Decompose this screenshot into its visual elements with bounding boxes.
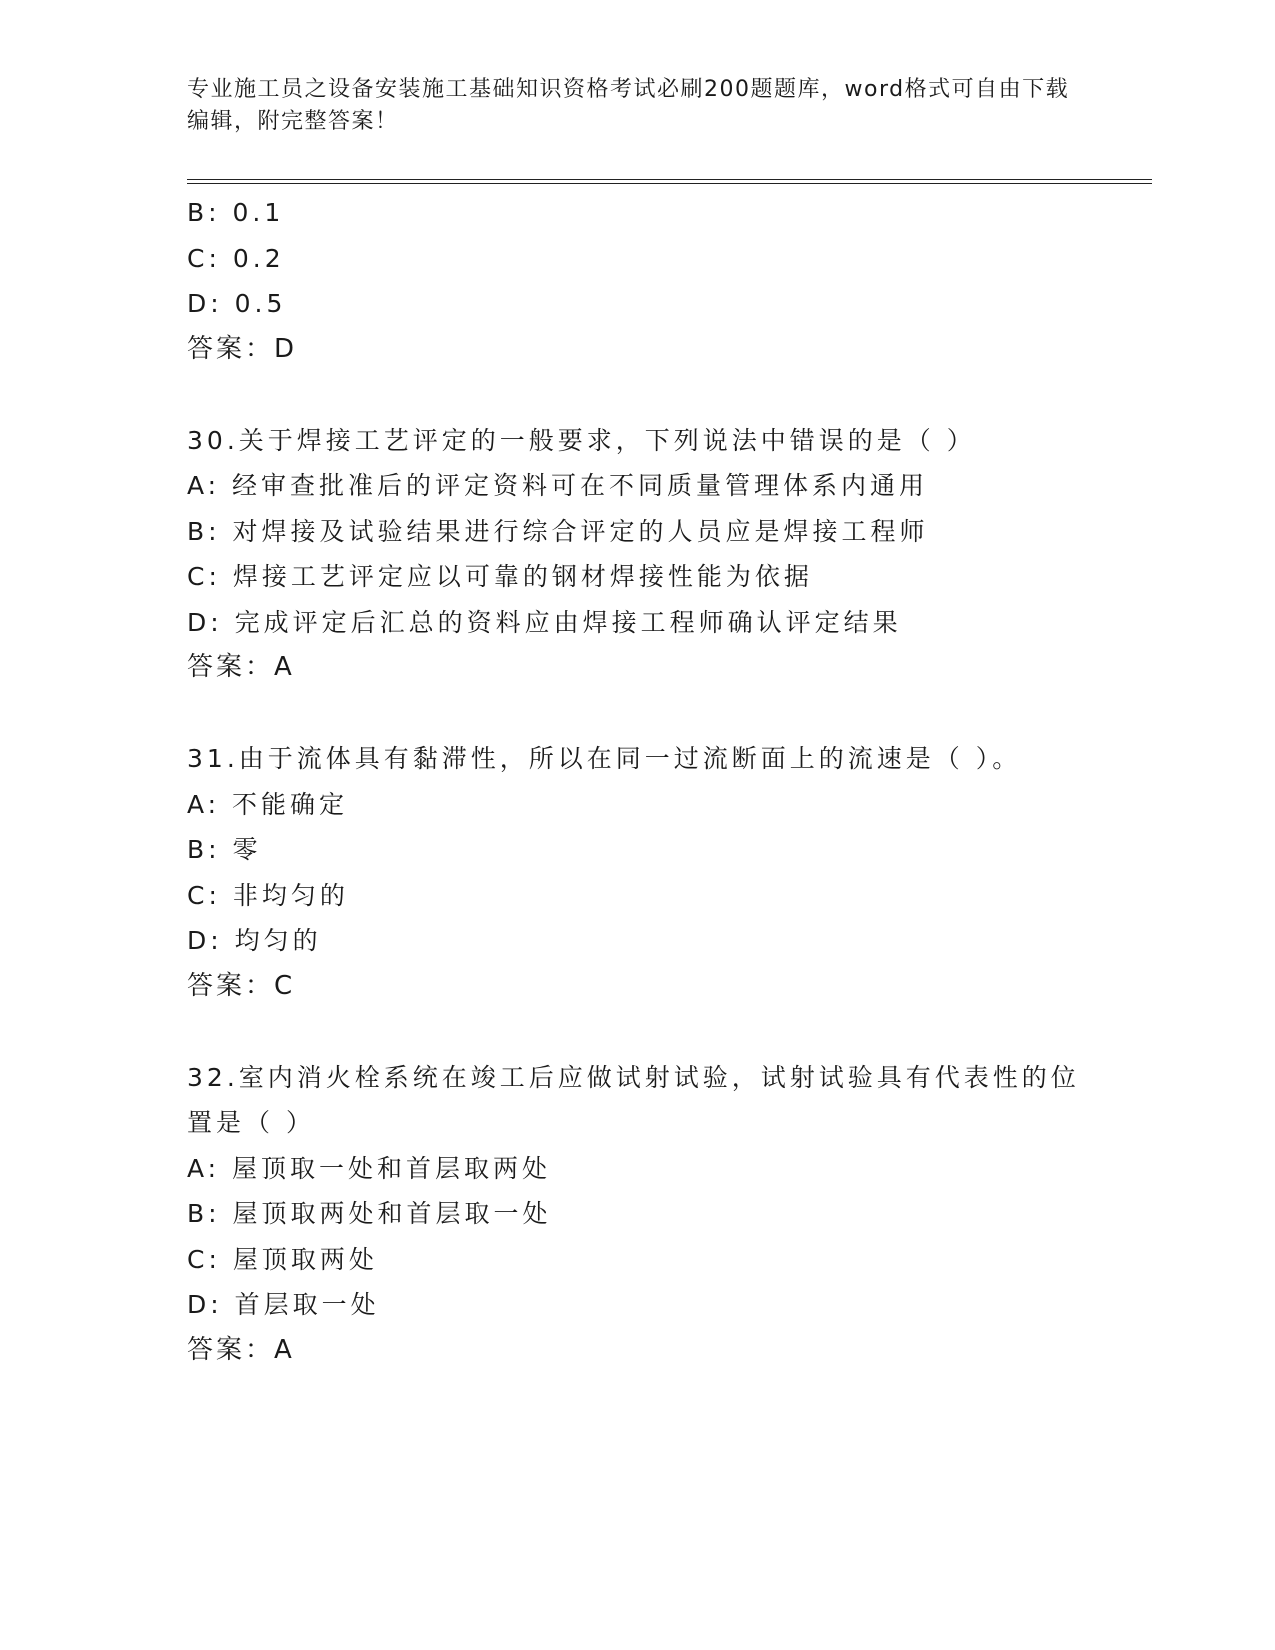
option-c: C: 0.2 [187, 243, 285, 273]
option-a: A: 经审查批准后的评定资料可在不同质量管理体系内通用 [187, 471, 929, 500]
question-block-31 [187, 736, 1087, 1009]
option-d: D: 首层取一处 [187, 1290, 380, 1319]
question-spacer [187, 1009, 1087, 1055]
question-stem: 31.由于流体具有黏滞性，所以在同一过流断面上的流速是（ ）。 [187, 744, 1022, 773]
option-d: D: 0.5 [187, 289, 287, 318]
question-spacer [187, 372, 1087, 418]
option-a: A: 屋顶取一处和首层取两处 [187, 1153, 552, 1183]
header-rule-top [187, 179, 1152, 180]
option-b: B: 0.1 [187, 198, 285, 227]
question-spacer [187, 691, 1087, 737]
header-rule-bottom [187, 183, 1152, 184]
question-stem: 32.室内消火栓系统在竣工后应做试射试验，试射试验具有代表性的位置是（ ） [187, 1062, 1080, 1137]
answer-line: 答案：A [187, 652, 293, 682]
option-b: B: 屋顶取两处和首层取一处 [187, 1199, 552, 1228]
answer-line: 答案：C [187, 970, 294, 1001]
option-c: C: 屋顶取两处 [187, 1244, 378, 1274]
document-header [187, 74, 1087, 138]
option-d: D: 均匀的 [187, 926, 322, 955]
option-c: C: 焊接工艺评定应以可靠的钢材焊接性能为依据 [187, 562, 813, 591]
question-block-32 [187, 1055, 1087, 1374]
header-text: 专业施工员之设备安装施工基础知识资格考试必刷200题题库，word格式可自由下载编辑，附完整答案！ [187, 77, 1070, 134]
partial-question-block [187, 190, 1087, 372]
answer-line: 答案：A [187, 1334, 293, 1365]
option-d: D: 完成评定后汇总的资料应由焊接工程师确认评定结果 [187, 607, 902, 637]
question-list [187, 190, 1087, 1373]
answer-line: 答案：D [187, 333, 296, 364]
question-stem: 30.关于焊接工艺评定的一般要求，下列说法中错误的是（ ） [187, 425, 976, 455]
option-b: B: 对焊接及试验结果进行综合评定的人员应是焊接工程师 [187, 516, 929, 546]
option-a: A: 不能确定 [187, 789, 349, 819]
question-block-30 [187, 418, 1087, 691]
option-b: B: 零 [187, 835, 262, 864]
option-c: C: 非均匀的 [187, 880, 349, 910]
